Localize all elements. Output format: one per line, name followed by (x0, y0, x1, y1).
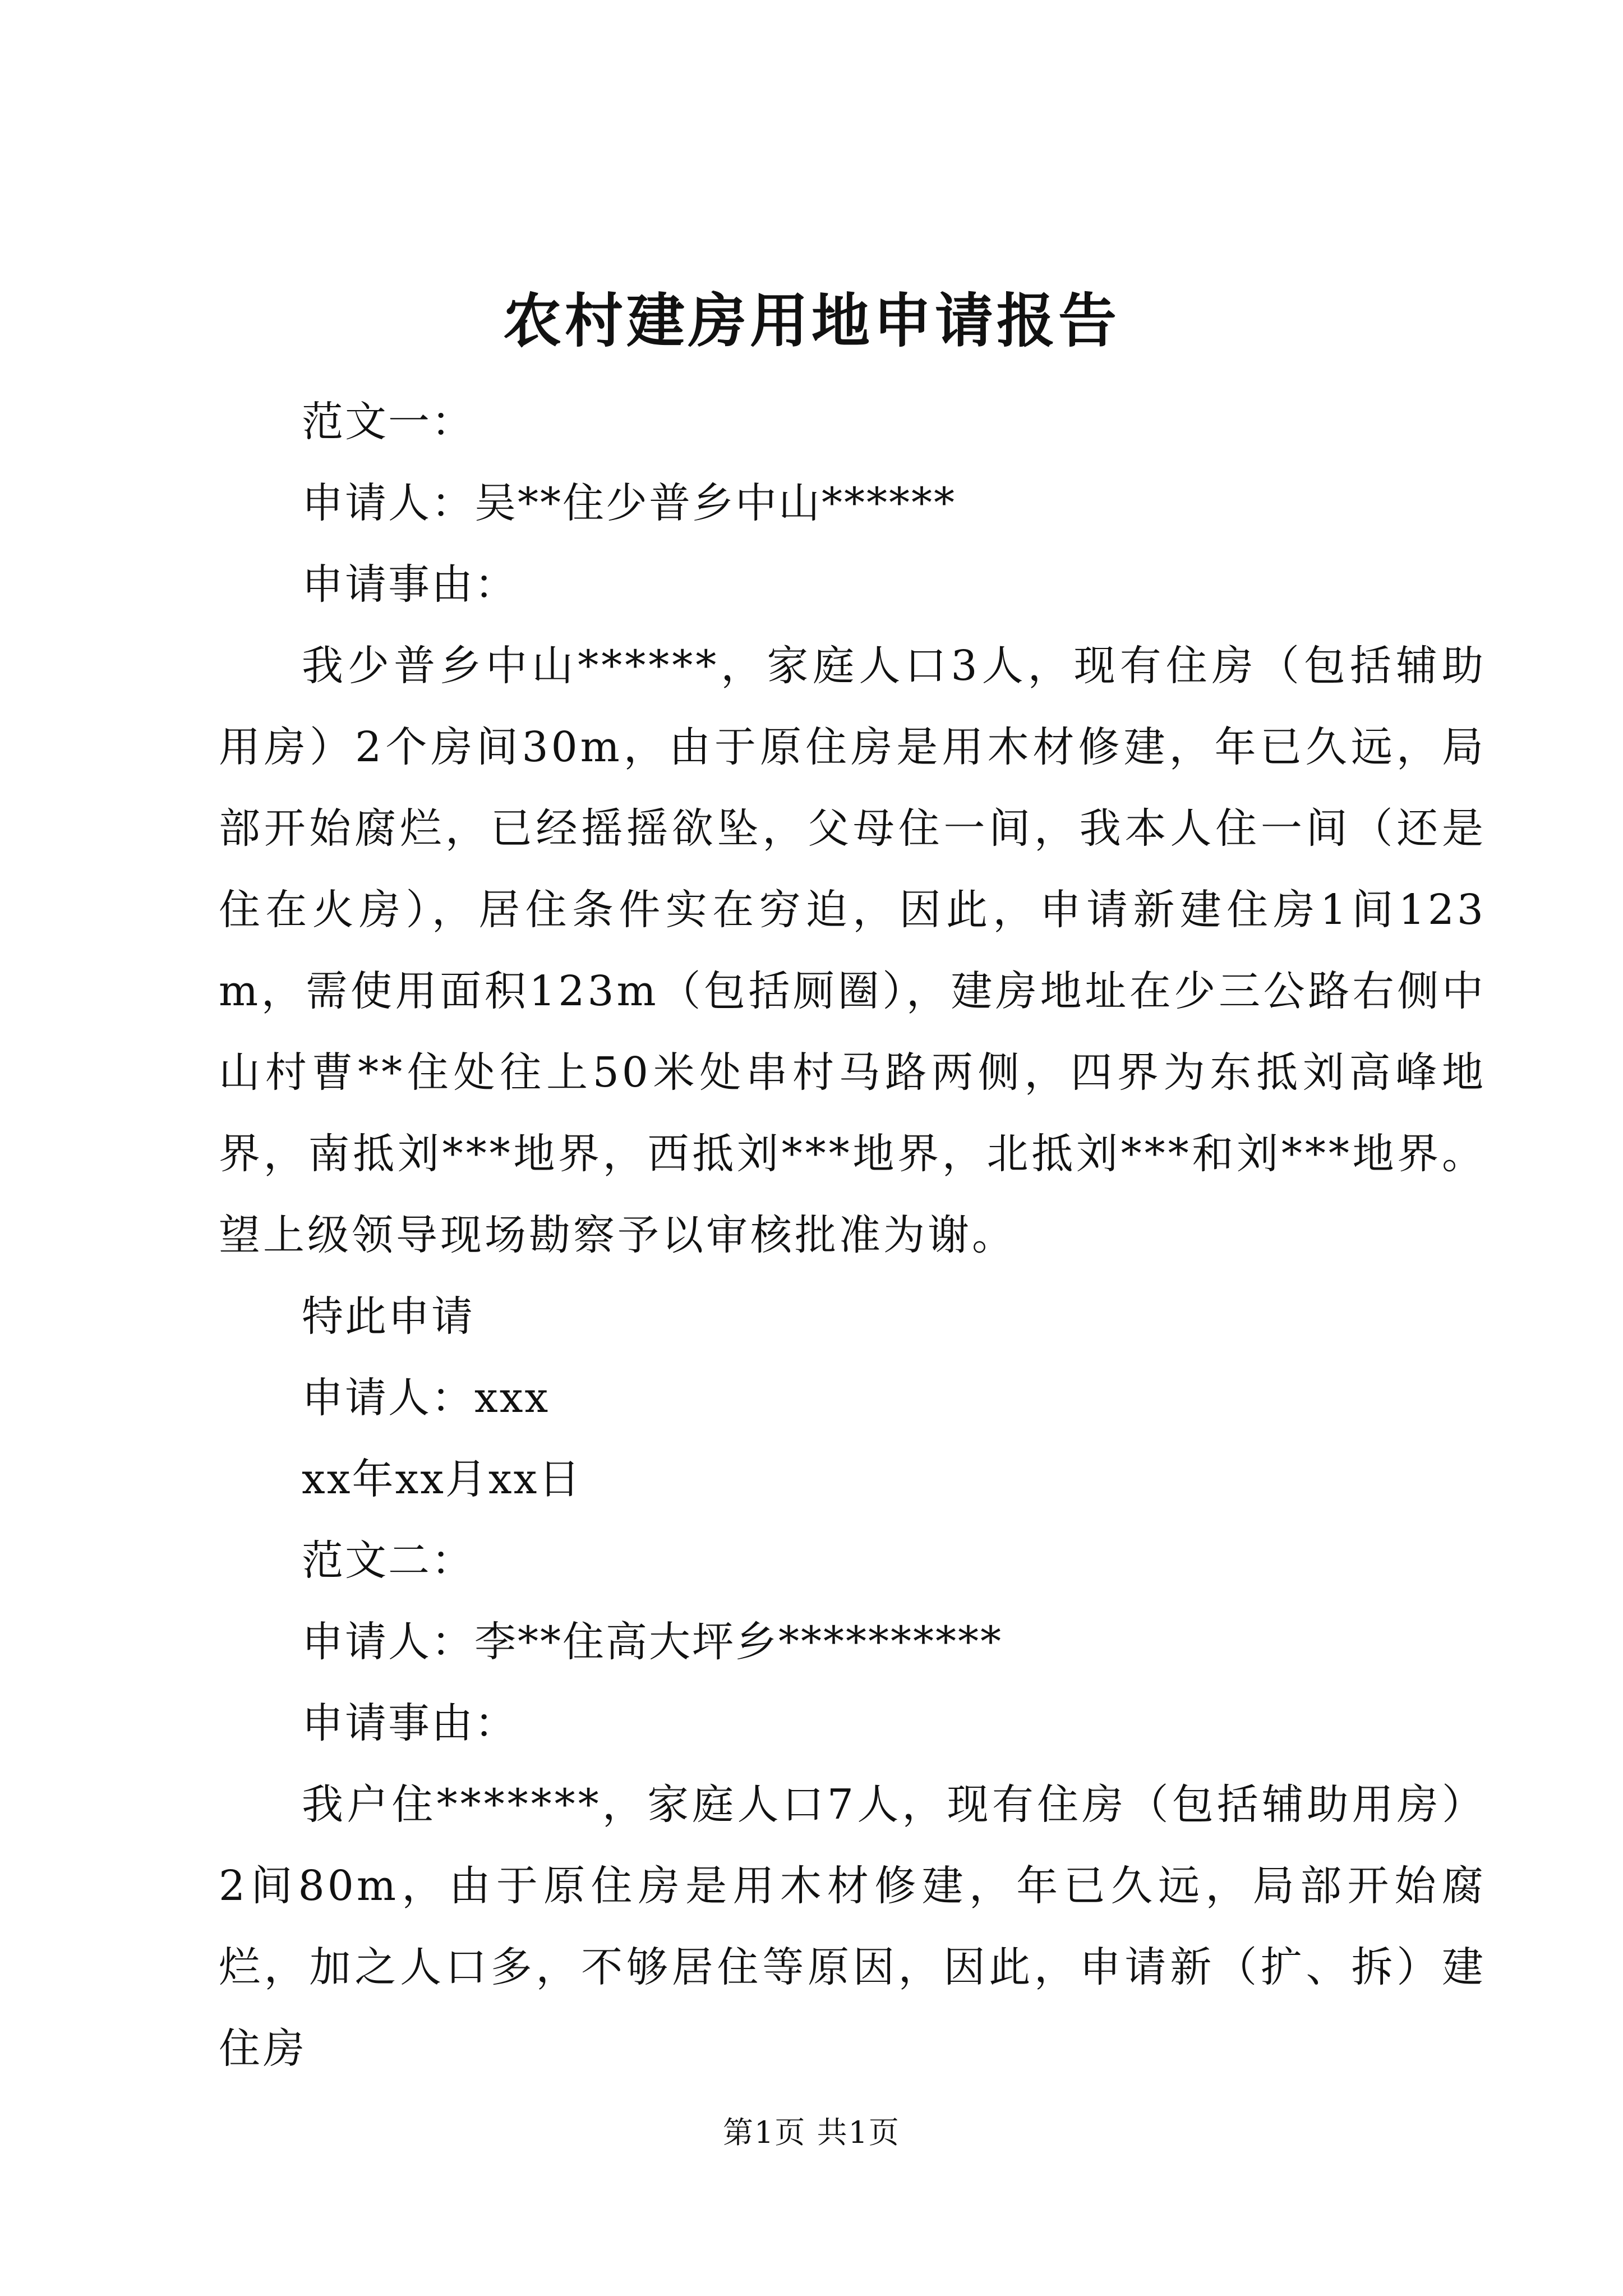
document-title: 农村建房用地申请报告 (502, 286, 1120, 355)
closing-line: 特此申请 (302, 1292, 474, 1341)
applicant-line: 申请人：李**住高大坪乡********** (302, 1618, 1003, 1666)
document-body (219, 381, 1486, 2090)
page-number-label: 第1页 共1页 (723, 2115, 900, 2150)
reason-paragraph: 我户住*******，家庭人口7人，现有住房（包括辅助用房）2间80m，由于原住房是用木材修建，年已久远，局部开始腐烂，加之人口多，不够居住等原因，因此，申请新（扩、拆）建住房 (219, 1780, 1486, 2073)
applicant-line: 申请人：吴**住少普乡中山****** (302, 479, 956, 527)
reason-heading: 申请事由： (302, 1699, 518, 1747)
reason-paragraph: 我少普乡中山******，家庭人口3人，现有住房（包括辅助用房）2个房间30m，由于原住房是用木材修建，年已久远，局部开始腐烂，已经摇摇欲坠，父母住一间，我本人住一间（还是住在火房），居住条件实在穷迫，因此，申请新建住房1间123m，需使用面积123m（包括厕圈），建房地址在少三公路右侧中山村曹**住处往上50米处串村马路两侧，四界为东抵刘高峰地界，南抵刘***地界，西抵刘***地界，北抵刘***和刘***地界。望上级领导现场勘察予以审核批准为谢。 (219, 642, 1486, 1259)
reason-heading: 申请事由： (302, 560, 518, 609)
section-heading-sample-2: 范文二： (302, 1536, 474, 1585)
signature-line: 申请人：xxx (302, 1374, 550, 1422)
page-footer (0, 2115, 1623, 2151)
date-line: xx年xx月xx日 (302, 1455, 582, 1503)
section-heading-sample-1: 范文一： (302, 398, 474, 446)
